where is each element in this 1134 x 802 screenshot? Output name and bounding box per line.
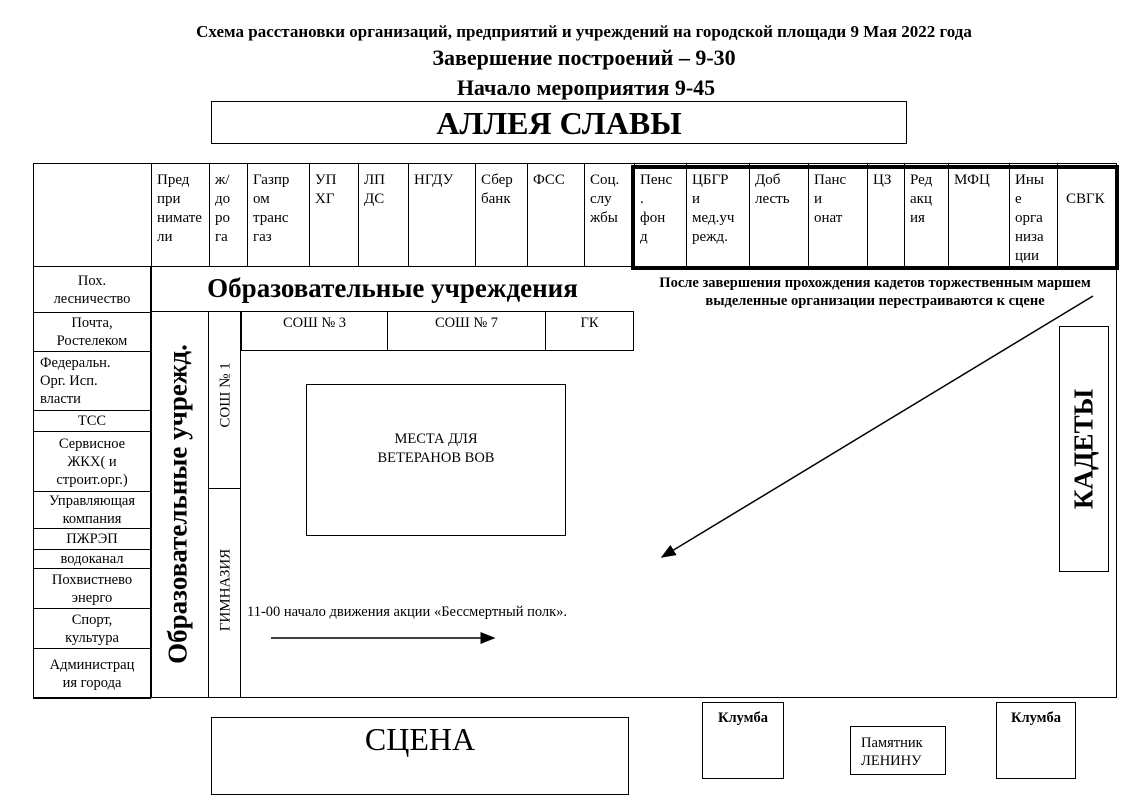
educational-institutions-label: Образовательные учреждения [207,273,578,303]
flowerbed-left [702,702,784,779]
stage [211,717,629,795]
left-organization-cell: Почта, Ростелеком [33,312,151,352]
top-column-cell: МФЦ [948,163,1010,267]
top-column-cell: Пенс . фон д [634,163,687,267]
top-column-cell: СВГК [1057,163,1117,267]
top-column-cell: ж/ до ро га [209,163,248,267]
lenin-monument [850,726,946,775]
top-column-cell: Пред при нимате ли [151,163,210,267]
start-time: Начало мероприятия 9-45 [456,75,716,100]
school-7-label: СОШ № 7 [434,315,499,331]
school1-label: СОШ № 1 [217,362,234,428]
top-column-cell: Газпр ом транс газ [247,163,310,267]
left-organization-cell: Спорт, культура [33,608,151,649]
top-column-cell: НГДУ [408,163,476,267]
top-column-cell: УП ХГ [309,163,359,267]
scheme-title: Схема расстановки организаций, предприятий и учреждений на городской площади 9 Мая 2022 года [196,22,972,41]
top-column-cell: ЛП ДС [358,163,409,267]
left-organization-cell: Сервисное ЖКХ( и строит.орг.) [33,431,151,492]
alley-of-glory: АЛЛЕЯ СЛАВЫ [211,101,907,144]
march-note: 11-00 начало движения акции «Бессмертный полк». [247,604,568,620]
left-organization-cell: Федеральн. Орг. Исп. власти [33,351,151,411]
gk-label: ГК [580,315,599,331]
left-organization-cell: Управляющая компания [33,491,151,529]
flowerbed-left-label: Клумба [717,710,769,726]
flowerbed-right-label: Клумба [1010,710,1062,726]
top-column-cell: Ред акц ия [904,163,949,267]
veterans-label: МЕСТА ДЛЯ ВЕТЕРАНОВ ВОВ [377,431,495,466]
top-column-cell: ФСС [527,163,585,267]
cadets-arrow [662,296,1093,557]
left-organization-cell: ПЖРЭП [33,528,151,550]
top-column-cell: Сбер банк [475,163,528,267]
top-column-cell: ЦБГР и мед.уч режд. [686,163,750,267]
cadets-label: КАДЕТЫ [1068,388,1099,510]
top-column-cell: Ины е орга низа ции [1009,163,1058,267]
left-organization-cell: Похвистнево энерго [33,568,151,609]
educational-vertical-label: Образовательные учрежд. [162,344,193,664]
left-organization-cell: Пох. лесничество [33,266,151,313]
completion-time: Завершение построений – 9-30 [432,45,736,70]
lenin-monument-label: Памятник ЛЕНИНУ [861,735,923,769]
left-organization-cell: ТСС [33,410,151,432]
top-column-cell: Соц. слу жбы [584,163,635,267]
gymnasium-label: ГИМНАЗИЯ [217,548,234,632]
school-3-label: СОШ № 3 [282,315,347,331]
top-column-cell: ЦЗ [867,163,905,267]
top-column-cell: Панс и онат [808,163,868,267]
left-organization-cell: водоканал [33,549,151,569]
stage-label: СЦЕНА [364,721,476,757]
top-column-cell: Доб лесть [749,163,809,267]
flowerbed-right [996,702,1076,779]
reorganization-note: После завершения прохождения кадетов торжественным маршем выделенные организации перестраиваются к сцене [659,275,1091,309]
left-organization-cell: Администрац ия города [33,648,151,699]
